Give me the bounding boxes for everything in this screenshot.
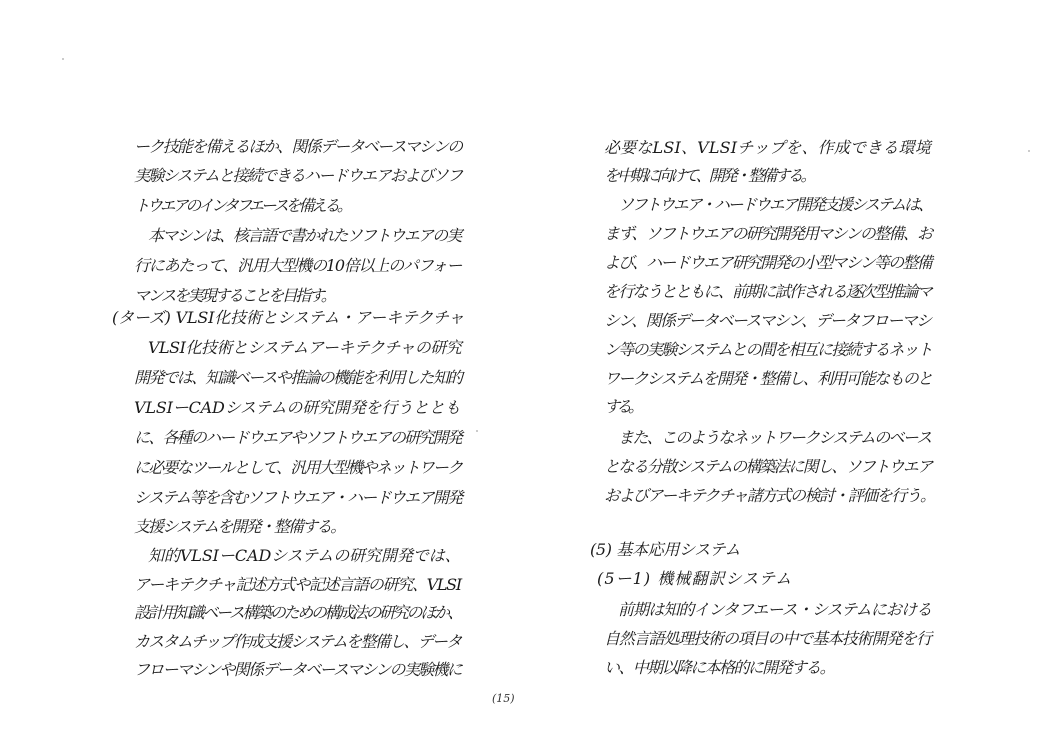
- text-line: (ターズ) VLSI化技術とシステム・アーキテクチャ: [112, 308, 465, 327]
- text-line: 設計用知識ベース構築のための構成法の研究のほか、: [134, 603, 462, 622]
- text-line: い、中期以降に本格的に開発する。: [604, 658, 835, 677]
- text-line: およびアーキテクチャ諸方式の検討・評価を行う。: [604, 486, 935, 505]
- text-line: ン等の実験システムとの間を相互に接続するネット: [604, 340, 932, 359]
- text-line: VLSI化技術とシステムアーキテクチャの研究: [148, 338, 462, 357]
- text-line: (5) 基本応用システム: [590, 540, 741, 559]
- page-number: (15): [492, 692, 515, 705]
- text-line: となる分散システムの構築法に関し、ソフトウエア: [604, 457, 932, 476]
- text-line: ワークシステムを開発・整備し、利用可能なものと: [604, 369, 932, 388]
- text-line: 本マシンは、核言語で書かれたソフトウエアの実: [148, 226, 461, 245]
- text-line: 開発では、知識ベースや推論の機能を利用した知的: [134, 368, 462, 387]
- text-line: (5ー1) 機械翻訳システム: [597, 569, 793, 588]
- text-line: ーク技能を備えるほか、関係データベースマシンの: [134, 137, 462, 156]
- text-line: 行にあたって、汎用大型機の10倍以上のパフォー: [134, 256, 462, 275]
- text-line: トウエアのインタフエースを備える。: [134, 196, 350, 215]
- scan-speck: [1028, 150, 1030, 152]
- text-line: 実験システムと接続できるハードウエアおよびソフ: [134, 166, 462, 185]
- text-line: よび、ハードウエア研究開発の小型マシン等の整備: [604, 253, 931, 272]
- text-line: を行なうとともに、前期に試作される逐次型推論マ: [604, 282, 932, 301]
- text-line: 自然言語処理技術の項目の中で基本技術開発を行: [604, 629, 932, 648]
- text-line: 知的VLSIーCADシステムの研究開発では、: [148, 546, 461, 565]
- scan-speck: [476, 430, 478, 432]
- text-line: システム等を含むソフトウエア・ハードウエア開発: [134, 488, 462, 507]
- text-line: に、各種のハードウエアやソフトウエアの研究開発: [134, 428, 462, 447]
- text-line: まず、ソフトウエアの研究開発用マシンの整備、お: [604, 224, 932, 243]
- text-line: 必要なLSI、VLSIチップを、作成できる環境: [604, 138, 931, 157]
- text-line: アーキテクチャ記述方式や記述言語の研究、VLSI: [134, 575, 461, 594]
- text-line: ソフトウエア・ハードウエア開発支援システムは、: [618, 195, 932, 214]
- text-line: VLSIーCADシステムの研究開発を行うととも: [134, 398, 461, 417]
- text-line: 前期は知的インタフエース・システムにおける: [618, 600, 932, 619]
- text-line: に必要なツールとして、汎用大型機やネットワーク: [134, 458, 462, 477]
- scan-speck: [62, 58, 64, 60]
- text-line: 支援システムを開発・整備する。: [134, 517, 345, 536]
- text-line: シン、関係データベースマシン、データフローマシ: [604, 311, 931, 330]
- text-line: カスタムチップ作成支援システムを整備し、データ: [134, 632, 461, 651]
- text-line: マンスを実現することを目指す。: [134, 286, 335, 305]
- text-line: また、このようなネットワークシステムのベース: [618, 428, 931, 447]
- text-line: する。: [604, 397, 641, 416]
- text-line: を中期に向けて、開発・整備する。: [604, 166, 814, 185]
- text-line: フローマシンや関係データベースマシンの実験機に: [134, 660, 462, 679]
